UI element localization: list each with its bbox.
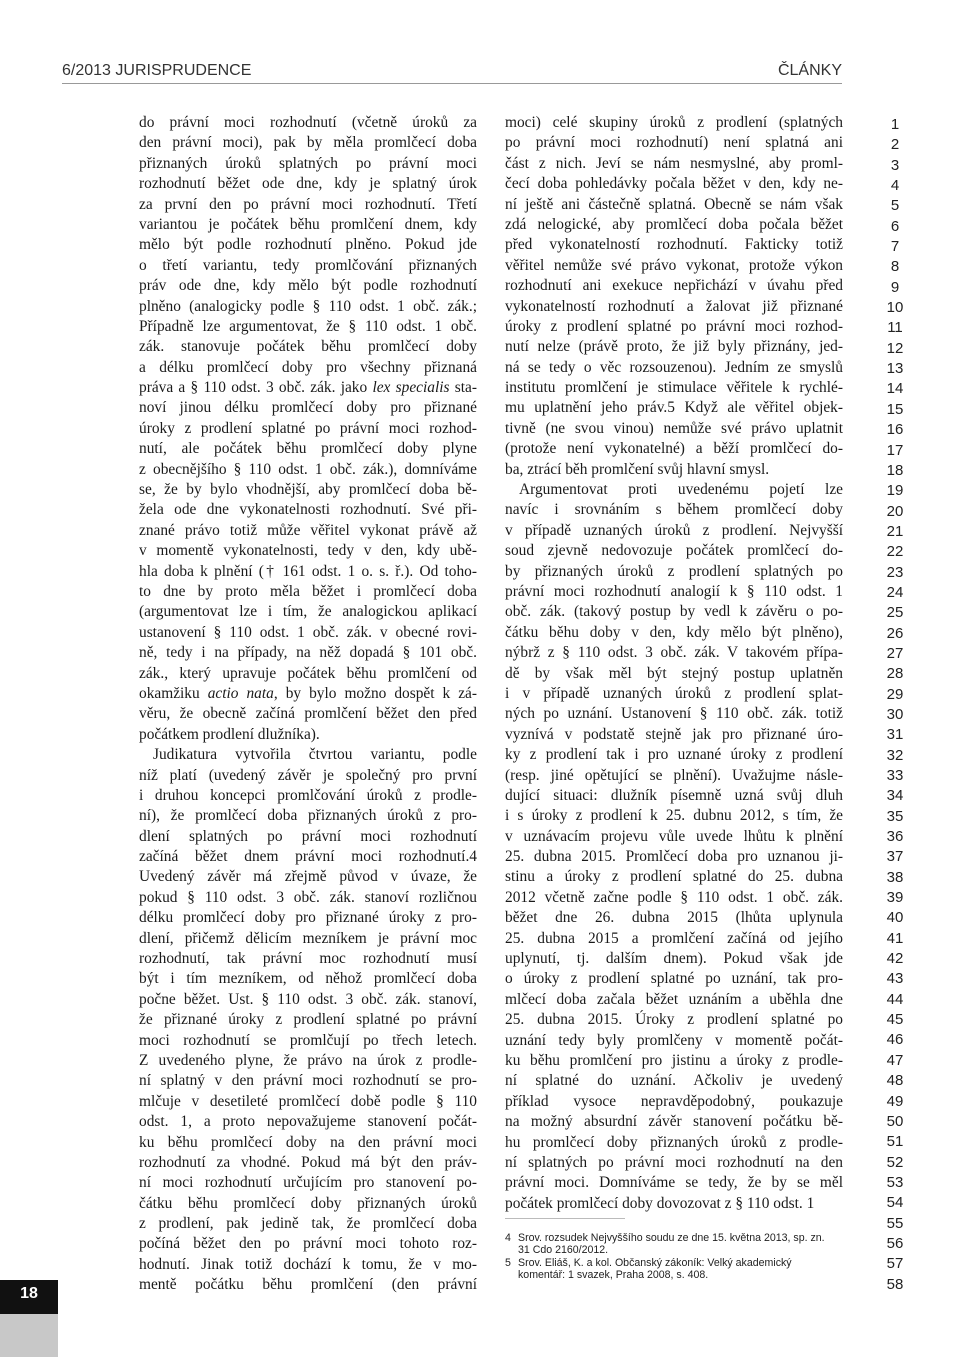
line-number: 50 xyxy=(886,1112,904,1130)
line-number: 31 xyxy=(886,726,904,744)
text-line: ní ještě ani částečně splatná. Obecně se nám však xyxy=(505,195,843,213)
text-line: délku promlčecí doby pro přiznané úroky z pro- xyxy=(139,909,477,927)
text-line: zák., který upravuje počátek běhu promlčení od xyxy=(139,664,477,682)
line-number: 12 xyxy=(886,339,904,357)
line-number: 46 xyxy=(886,1031,904,1049)
text-line: ní splatný v den právní moci rozhodnutí se pro- xyxy=(139,1072,477,1090)
text-line: soud zjevně nedovozuje počátek promlčecí do- xyxy=(505,542,843,560)
text-line: před vykonatelností rozhodnutí. Fakticky totiž xyxy=(505,236,843,254)
footnote-separator xyxy=(505,1218,625,1219)
text-line: nutí, ale počátek běhu promlčecí doby plyne xyxy=(139,440,477,458)
text-line: moci) celé skupiny úroků z prodlení (splatných xyxy=(505,114,843,131)
footnote-number: 5 xyxy=(505,1257,511,1269)
line-number: 51 xyxy=(886,1133,904,1151)
line-number: 27 xyxy=(886,644,904,662)
section-title: ČLÁNKY xyxy=(777,62,842,79)
text-line: čátku běhu promlčecí doby přiznaných úroků xyxy=(139,1194,477,1212)
text-line: rozhodnutí, tak právní moc rozhodnutí musí xyxy=(139,950,477,968)
text-line: rozhodnutí běžet ode dne, kdy je splatný úrok xyxy=(139,175,477,193)
text-line: ku běhu promlčení pro jistinu a úroky z prodle- xyxy=(505,1051,843,1069)
text-line: to dne by proto měla běžet i promlčecí doba xyxy=(139,582,477,600)
text-line: uplynutí, tj. dalším dnem). Pokud však jde xyxy=(505,950,843,968)
line-number: 29 xyxy=(886,685,904,703)
line-number: 56 xyxy=(886,1234,904,1252)
text-line: (argumentovat lze i tím, že analogickou aplikací xyxy=(139,603,477,621)
text-line: hu promlčecí doby přiznaných úroků z prodle- xyxy=(505,1133,843,1151)
line-number: 19 xyxy=(886,482,904,500)
text-line: přiznaných úroků splatných po právní moci xyxy=(139,154,477,172)
text-line: za první den po právní moci rozhodnutí. Třetí xyxy=(139,195,477,213)
text-line: Argumentovat proti uvedenému pojetí lze xyxy=(519,481,843,499)
text-line: právní moci rozhodnutí analogií k § 110 odst. 1 xyxy=(505,582,843,600)
text-line: dující situaci: dlužník písemně uzná svůj dluh xyxy=(505,786,843,804)
text-line: i s úroky z prodlení k 25. dubnu 2012, s tím, že xyxy=(505,807,843,825)
text-line: 25. dubna 2015 a promlčení začíná od jejího xyxy=(505,929,843,947)
text-line: Uvedený závěr má zřejmě původ v úvaze, že xyxy=(139,868,477,886)
line-number: 44 xyxy=(886,990,904,1008)
line-number: 17 xyxy=(886,441,904,459)
text-line: mentě počátku běhu promlčení (den právní xyxy=(139,1276,477,1294)
text-line: z obecnějšího § 110 odst. 1 obč. zák.), domníváme xyxy=(139,460,477,478)
line-number: 15 xyxy=(886,400,904,418)
text-line: ní), že promlčecí doba přiznaných úroků z pro- xyxy=(139,807,477,825)
text-line: nýbrž z § 110 odst. 3 obč. zák. V takovém přípa- xyxy=(505,644,843,662)
text-line: zdá nelogické, aby promlčecí doba počala běžet xyxy=(505,215,843,233)
text-line: po právní moci rozhodnutí) není splatná ani xyxy=(505,134,843,152)
text-line: pokud § 110 odst. 3 obč. zák. stanoví rozličnou xyxy=(139,888,477,906)
line-number: 7 xyxy=(890,238,900,256)
text-line: (protože není vykonatelné) a běží promlčecí do- xyxy=(505,440,843,458)
text-line: stinu a úroky z prodlení splatné do 25. dubna xyxy=(505,868,843,886)
text-line: 25. dubna 2015. Úroky z prodlení splatné po xyxy=(505,1011,843,1029)
text-line: čátku běhu doby v den, kdy mělo být plněno), xyxy=(505,623,843,641)
line-number: 35 xyxy=(886,807,904,825)
text-line: věřitel nemůže své právo vykonat, protože výkon xyxy=(505,256,843,274)
line-number: 25 xyxy=(886,604,904,622)
line-number: 9 xyxy=(890,278,900,296)
text-line: by přiznaných úroků z prodlení splatných po xyxy=(505,562,843,580)
right-text-column xyxy=(505,113,843,1214)
text-line: o třetí variantu, tedy promlčování přiznaných xyxy=(139,256,477,274)
line-number: 4 xyxy=(890,177,900,195)
text-line: mlčuje v desetileté promlčecí době podle § 110 xyxy=(139,1092,477,1110)
text-line: ba, ztrácí běh promlčení svůj hlavní smysl. xyxy=(505,460,770,478)
text-line: v uznávacím projevu vůle uvede lhůtu k plnění xyxy=(505,827,843,845)
page-tab-stripe xyxy=(0,1314,58,1357)
text-line: nutí nelze (právě proto, že již byly přiznány, jed- xyxy=(505,338,843,356)
text-line: hodnutí. Jinak totiž dochází k tomu, že v mo- xyxy=(139,1255,477,1273)
text-line: variantou je počátek běhu promlčení dnem, kdy xyxy=(139,215,477,233)
line-number: 13 xyxy=(886,360,904,378)
line-number: 18 xyxy=(886,461,904,479)
running-header xyxy=(62,58,842,84)
text-line: v momentě vykonatelnosti, tedy v den, kdy ubě- xyxy=(139,542,477,560)
line-number: 37 xyxy=(886,848,904,866)
text-line: ní moci rozhodnutí určujícím pro stanovení po- xyxy=(139,1174,477,1192)
line-number: 43 xyxy=(886,970,904,988)
line-number: 38 xyxy=(886,868,904,886)
text-line: odst. 1, a proto nepovažujeme stanovení počát- xyxy=(139,1113,477,1131)
text-line: úroky z prodlení splatné po právní moci rozhod- xyxy=(505,317,843,335)
line-number: 42 xyxy=(886,950,904,968)
text-line: dlení, přičemž dělicím mezníkem je právní moc xyxy=(139,929,477,947)
text-line: níž platí (uvedený závěr je společný pro první xyxy=(139,766,477,784)
line-number: 58 xyxy=(886,1275,904,1293)
text-line: být i tím mezníkem, od něhož promlčecí doba xyxy=(139,970,477,988)
line-number: 49 xyxy=(886,1092,904,1110)
line-number: 10 xyxy=(886,299,904,317)
line-number: 22 xyxy=(886,543,904,561)
line-number-gutter xyxy=(880,115,910,1295)
line-number: 48 xyxy=(886,1072,904,1090)
line-number: 24 xyxy=(886,583,904,601)
text-line: i v případě uznaných úroků z prodlení splat- xyxy=(505,684,843,702)
text-line: ně, tedy i na případy, na něž dopadá § 101 obč. xyxy=(139,644,477,662)
line-number: 3 xyxy=(890,156,900,174)
text-line: Judikatura vytvořila čtvrtou variantu, podle xyxy=(153,746,477,764)
text-line: znané právo totiž může věřitel vykonat právě až xyxy=(139,521,477,539)
line-number: 14 xyxy=(886,380,904,398)
text-line: rozhodnutí za vhodné. Pokud má být den práv- xyxy=(139,1153,477,1171)
line-number: 26 xyxy=(886,624,904,642)
text-line: počne běžet. Ust. § 110 odst. 3 obč. zák. stanoví, xyxy=(139,990,477,1008)
text-line: v případě uznaných úroků z prodlení. Nejvyšší xyxy=(505,521,843,539)
line-number: 5 xyxy=(890,197,900,215)
line-number: 21 xyxy=(886,522,904,540)
footnote-text: Srov. Eliáš, K. a kol. Občanský zákoník: Velký akademický komentář: 1 svazek, Praha 2008, s. 408. xyxy=(518,1257,792,1282)
text-line: mlčecí doba začala běžet uznáním a uběhla dne xyxy=(505,990,843,1008)
line-number: 52 xyxy=(886,1153,904,1171)
text-line: čecí doba pohledávky počala běžet v den, kdy ne- xyxy=(505,175,843,193)
text-line: z prodlení, pak jedině tak, že promlčecí doba xyxy=(139,1215,477,1233)
line-number: 45 xyxy=(886,1011,904,1029)
left-text-column xyxy=(139,113,477,1296)
text-line: vyznívá v podstatě stejně jak pro přiznané úro- xyxy=(505,725,843,743)
line-number: 57 xyxy=(886,1255,904,1273)
text-line: plněno (analogicky podle § 110 odst. 1 obč. zák.; xyxy=(139,297,477,315)
line-number: 55 xyxy=(886,1214,904,1232)
line-number: 47 xyxy=(886,1051,904,1069)
line-number: 40 xyxy=(886,909,904,927)
line-number: 8 xyxy=(890,258,900,276)
line-number: 1 xyxy=(890,116,900,133)
line-number: 6 xyxy=(890,217,900,235)
text-line: mu uplatnění jeho práv.5 Když ale věřitel objek- xyxy=(505,399,843,417)
line-number: 36 xyxy=(886,828,904,846)
text-line: úroky z prodlení splatné po právní moci rozhod- xyxy=(139,419,477,437)
text-line: ku běhu promlčecí doby na den právní moci xyxy=(139,1133,477,1151)
line-number: 23 xyxy=(886,563,904,581)
text-line: uznání tedy byly promlčeny v momentě počát- xyxy=(505,1031,843,1049)
text-line: vykonatelností rozhodnutí a žalovat již přiznané xyxy=(505,297,843,315)
text-line: navíc i srovnáním s během promlčecí doby xyxy=(505,501,843,519)
line-number: 33 xyxy=(886,767,904,784)
footnote-number: 4 xyxy=(505,1232,511,1244)
line-number: 20 xyxy=(886,502,904,520)
text-line: noví jinou délku promlčecí doby pro přiznané xyxy=(139,399,477,417)
text-line: moci rozhodnutí se promlčují po třech letech. xyxy=(139,1031,477,1049)
line-number: 30 xyxy=(886,705,904,723)
line-number: 54 xyxy=(886,1194,904,1212)
line-number: 41 xyxy=(886,929,904,947)
text-line: na možný absurdní závěr stanovení počátku bě- xyxy=(505,1113,843,1131)
text-line: a délku promlčecí doby pro všechny přiznaná xyxy=(139,358,477,376)
text-line: tivně (ne svou vinou) nemůže své právo uplatnit xyxy=(505,419,843,437)
text-line: ná se tedy o věc rozsouzenou). Jedním ze smyslů xyxy=(505,358,843,376)
text-line: do právní moci rozhodnutí (včetně úroků za xyxy=(139,114,477,131)
text-line: rozhodnutí ani exekuce nepřichází v úvahu před xyxy=(505,277,843,295)
text-line: začíná běžet dnem právní moci rozhodnutí.4 xyxy=(139,848,477,866)
text-line: obč. zák. (takový postup by vedl k závěru o po- xyxy=(505,603,843,621)
text-line: 25. dubna 2015. Promlčecí doba pro uznanou ji- xyxy=(505,848,843,866)
line-number: 32 xyxy=(886,746,904,764)
text-line: ní splatných po právní moci rozhodnutí na den xyxy=(505,1153,843,1171)
text-line: právní moci. Domníváme se tedy, že by se měl xyxy=(505,1174,843,1192)
text-line: (resp. jiné opětující se plnění). Uvažujme násle- xyxy=(505,766,843,784)
text-line: hla doba k plnění († 161 odst. 1 o. s. ř.). Od toho- xyxy=(139,562,477,580)
line-number: 39 xyxy=(886,889,904,907)
footnote-text: Srov. rozsudek Nejvyššího soudu ze dne 15. května 2013, sp. zn. 31 Cdo 2160/2012. xyxy=(518,1232,825,1257)
line-number: 11 xyxy=(887,319,903,337)
text-line: počátkem prodlení dlužníka). xyxy=(139,725,320,743)
text-line: den právní moci), pak by měla promlčecí doba xyxy=(139,134,477,152)
text-line: institutu promlčení je stimulace věřitele k rychlé- xyxy=(505,379,843,397)
text-line: práva a § 110 odst. 3 obč. zák. jako lex specialis sta- xyxy=(139,379,477,397)
text-line: okamžiku actio nata, by bylo možno dospět k zá- xyxy=(139,684,477,702)
text-line: mělo být podle rozhodnutí plněno. Pokud jde xyxy=(139,236,477,254)
line-number: 34 xyxy=(886,787,904,805)
text-line: Z uvedeného plyne, že právo na úrok z prodle- xyxy=(139,1051,477,1069)
text-line: ní splatné do uznání. Ačkoliv je uvedený xyxy=(505,1072,843,1090)
text-line: ustanovení § 110 odst. 1 obč. zák. v obecné rovi- xyxy=(139,623,477,641)
text-line: část z nich. Jeví se nám nesmyslné, aby proml- xyxy=(505,154,843,172)
line-number: 2 xyxy=(890,136,900,154)
text-line: o úroky z prodlení splatné po uznání, tak pro- xyxy=(505,970,843,988)
text-line: ky z prodlení tak i pro uznané úroky z prodlení xyxy=(505,746,843,764)
text-line: počíná běžet den po právní moci tohoto roz- xyxy=(139,1235,477,1253)
text-line: že přiznané úroky z prodlení splatné po právní xyxy=(139,1011,477,1029)
text-line: žela ode dne vykonatelnosti rozhodnutí. Své při- xyxy=(139,501,477,519)
text-line: i druhou koncepci promlčování úroků z prodle- xyxy=(139,786,477,804)
text-line: 2012 včetně začne podle § 110 odst. 1 obč. zák. xyxy=(505,888,843,906)
page-number: 18 xyxy=(20,1285,38,1302)
text-line: dě by však měl být stejný postup uplatněn xyxy=(505,664,843,682)
header-rule xyxy=(62,83,842,84)
text-line: zák. stanovuje počátek běhu promlčecí doby xyxy=(139,338,477,356)
text-line: Případně lze argumentovat, že § 110 odst. 1 obč. xyxy=(139,317,477,335)
text-line: dlení splatných po právní moci rozhodnutí xyxy=(139,827,477,845)
line-number: 53 xyxy=(886,1173,904,1191)
text-line: příklad vysoce nepravděpodobný, poukazuje xyxy=(505,1092,843,1110)
text-line: se, že by bylo vhodnější, aby promlčecí doba bě- xyxy=(139,481,477,499)
text-line: věru, že obecně začíná promlčení běžet den před xyxy=(139,705,477,723)
line-number: 28 xyxy=(886,665,904,683)
text-line: běžet dne 26. dubna 2015 (lhůta uplynula xyxy=(505,909,843,927)
page-number-tab xyxy=(0,1280,60,1357)
text-line: počátek promlčecí doby dovozovat z § 110 odst. 1 xyxy=(505,1194,815,1212)
text-line: ných po uznání. Ustanovení § 110 obč. zák. totiž xyxy=(505,705,843,723)
journal-issue: 6/2013 JURISPRUDENCE xyxy=(62,62,252,79)
line-number: 16 xyxy=(886,421,904,439)
text-line: práv ode dne, kdy mělo být podle rozhodnutí xyxy=(139,277,477,295)
